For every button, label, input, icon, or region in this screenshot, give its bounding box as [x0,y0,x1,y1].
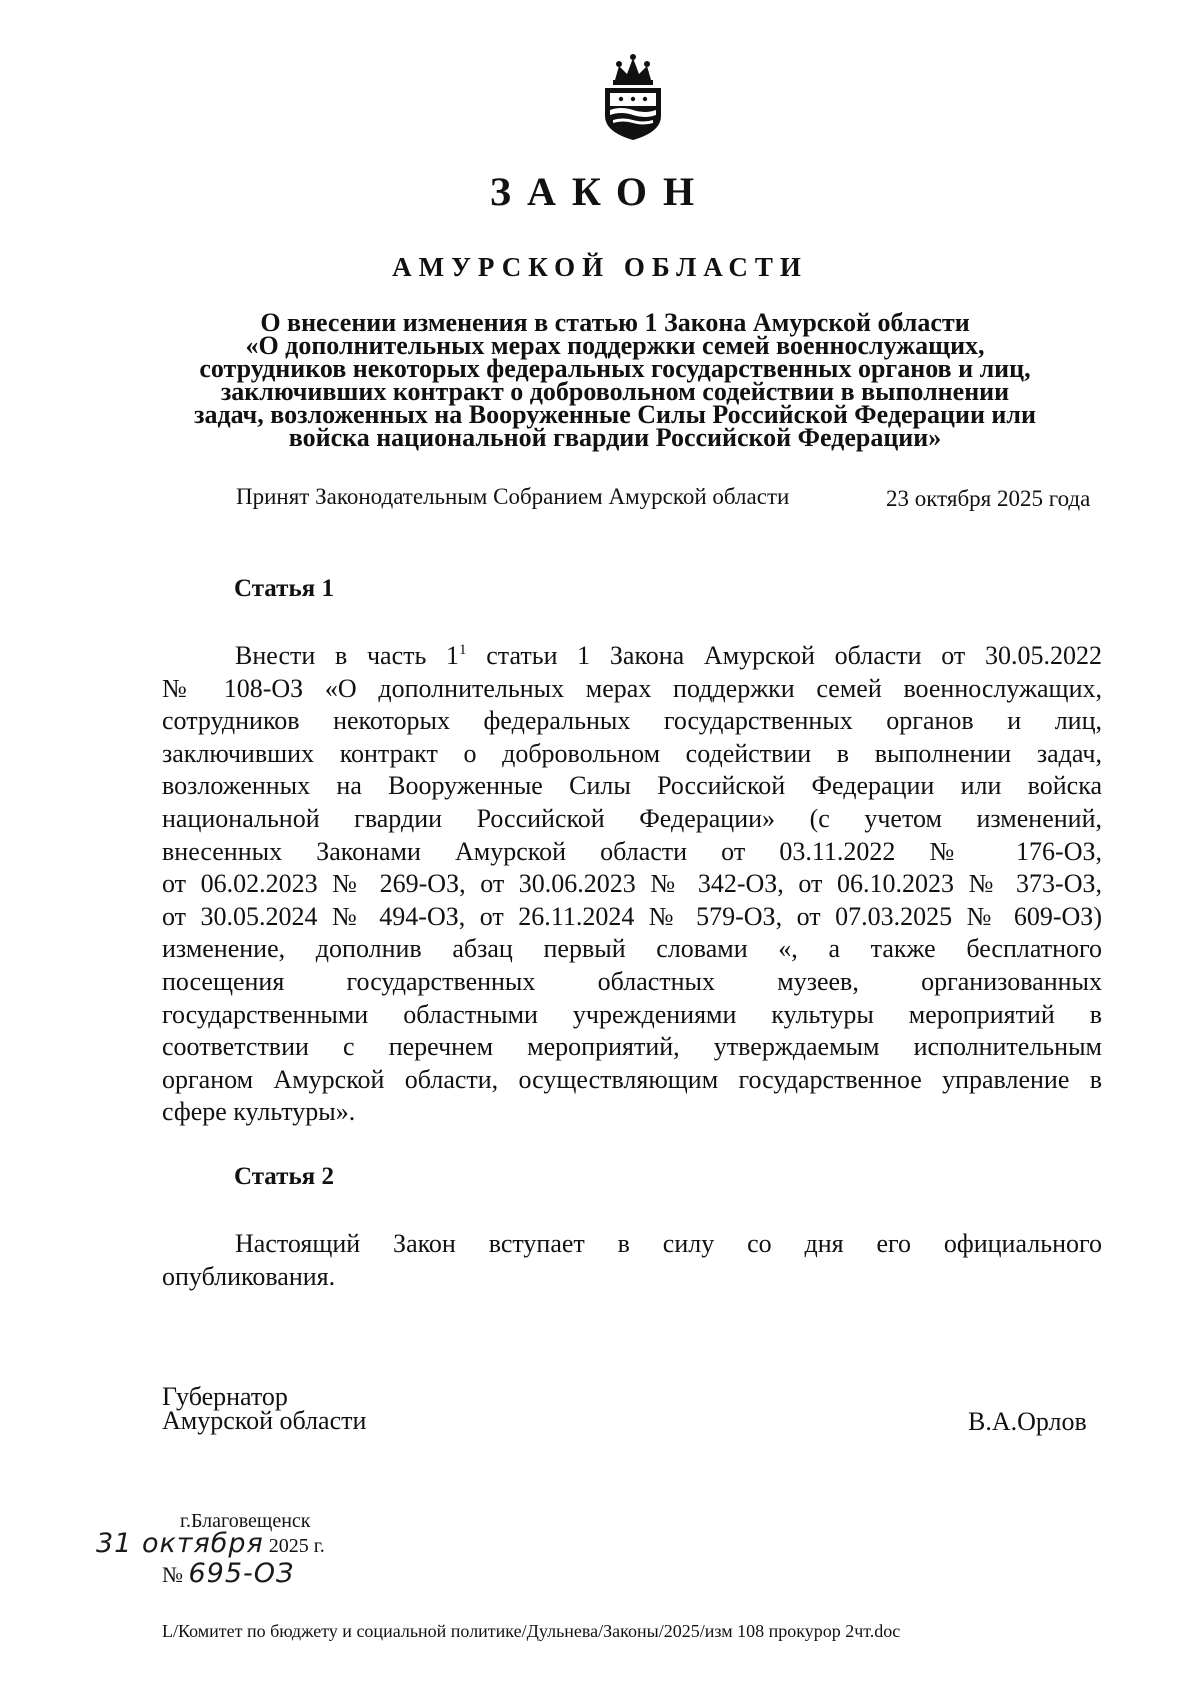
paragraph-line: внесенных Законами Амурской области от 03.11.2022 № 176-ОЗ, [162,836,1102,866]
paragraph-line: от 30.05.2024 № 494-ОЗ, от 26.11.2024 № 579-ОЗ, от 07.03.2025 № 609-ОЗ) [162,901,1102,931]
law-title-line: О внесении изменения в статью 1 Закона Амурской области [260,308,970,337]
handwritten-number: 695-ОЗ [188,1558,295,1589]
law-title [150,308,1080,452]
law-title-line: сотрудников некоторых федеральных государственных органов и лиц, [199,354,1031,383]
paragraph-line: возложенных на Вооруженные Силы Российской Федерации или войска [162,771,1102,801]
adopted-date: 23 октября 2025 года [886,486,1091,511]
paragraph-line: государственными областными учреждениями культуры мероприятий в [162,999,1102,1029]
signatory-position-line: Амурской области [162,1406,367,1435]
law-number [162,1558,294,1589]
signatory-position [162,1382,367,1435]
article-1-heading: Статья 1 [234,575,334,602]
signatory-position-line: Губернатор [162,1382,288,1411]
handwritten-date: 31 октября [96,1528,264,1559]
region-name: АМУРСКОЙ ОБЛАСТИ [392,252,808,282]
paragraph-line: сфере культуры». [162,1097,356,1127]
signing-date [96,1528,325,1559]
paragraph-line: опубликования. [162,1261,336,1291]
paragraph-line: изменение, дополнив абзац первый словами «, а также бесплатного [162,934,1102,964]
city: г.Благовещенск [180,1510,311,1532]
paragraph-line [162,640,1102,673]
text-fragment: Внести в часть 1 [235,641,460,670]
paragraph-line: № 108-ОЗ «О дополнительных мерах поддержки семей военнослужащих, [162,673,1102,703]
superscript: 1 [459,642,467,658]
paragraph-line: соответствии с перечнем мероприятий, утверждаемым исполнительным [162,1032,1102,1062]
adopted-by: Принят Законодательным Собранием Амурской области [236,484,790,509]
paragraph-line: Настоящий Закон вступает в силу со дня его официального [235,1229,1102,1258]
article-1-text [162,640,1102,1129]
article-2-heading: Статья 2 [234,1163,334,1190]
text-fragment: статьи 1 Закона Амурской области от 30.05.2022 [466,641,1102,670]
law-title-line: «О дополнительных мерах поддержки семей военнослужащих, [245,331,985,360]
paragraph-line: национальной гвардии Российской Федерации» (с учетом изменений, [162,803,1102,833]
paragraph-line: органом Амурской области, осуществляющим государственное управление в [162,1064,1102,1094]
law-title-line: войска национальной гвардии Российской Федерации» [288,423,942,452]
paragraph-line: заключивших контракт о добровольном содействии в выполнении задач, [162,738,1102,768]
file-path-footer: L/Комитет по бюджету и социальной политике/Дульнева/Законы/2025/изм 108 прокурор 2чт.doc [162,1621,901,1641]
law-title-line: заключивших контракт о добровольном содействии в выполнении [220,377,1010,406]
number-label: № [162,1562,183,1587]
coat-of-arms-emblem [597,52,669,142]
law-title-line: задач, возложенных на Вооруженные Силы Российской Федерации или [194,400,1036,429]
paragraph-line: сотрудников некоторых федеральных государственных органов и лиц, [162,706,1102,736]
article-2-text [162,1228,1102,1293]
signing-year: 2025 г. [268,1535,325,1557]
paragraph-line: посещения государственных областных музеев, организованных [162,966,1102,996]
paragraph-line: от 06.02.2023 № 269-ОЗ, от 30.06.2023 № 342-ОЗ, от 06.10.2023 № 373-ОЗ, [162,869,1102,899]
signatory-name: В.А.Орлов [968,1407,1087,1436]
document-type: ЗАКОН [489,169,711,214]
